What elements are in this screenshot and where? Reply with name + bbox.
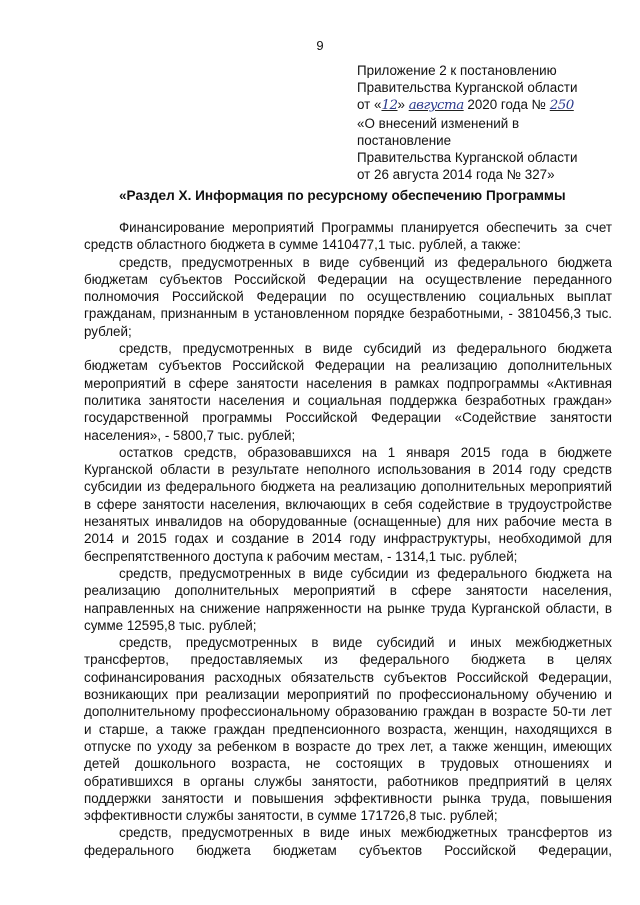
- appendix-block: [357, 62, 627, 183]
- section-heading: «Раздел X. Информация по ресурсному обеспечению Программы: [119, 188, 566, 203]
- paragraph: остатков средств, образовавшихся на 1 января 2015 года в бюджете Курганской области в результате неполного использования в 2014 году средств субсидии из федерального бюджета на реализацию дополнительных мероприятий в сфере занятости населения, включающих в себя содействие в трудоустройстве незанятых инвалидов на оборудованные (оснащенные) для них рабочие места в 2014 и 2015 годах и создание в 2014 году инфраструктуры, необходимой для беспрепятственного доступа к рабочим местам, - 1314,1 тыс. рублей;: [84, 444, 612, 564]
- document-body: [84, 219, 612, 859]
- appendix-date-year: 2020 года №: [463, 97, 550, 113]
- paragraph: Финансирование мероприятий Программы планируется обеспечить за счет средств областного бюджета в сумме 1410477,1 тыс. рублей, а также:: [84, 220, 612, 253]
- appendix-line: Правительства Курганской области: [357, 80, 578, 96]
- paragraph: средств, предусмотренных в виде субсидий из федерального бюджета бюджетам субъектов Российской Федерации на реализацию дополнительных мероприятий в сфере занятости населения в рамках подпрограммы «Активная политика занятости населения и социальная поддержка безработных граждан» государственной программы Российской Федерации «Содействие занятости населения», - 5800,7 тыс. рублей;: [84, 341, 612, 443]
- appendix-line: от 26 августа 2014 года № 327»: [357, 167, 555, 183]
- paragraph: средств, предусмотренных в виде субсидии из федерального бюджета на реализацию дополнительных мероприятий в сфере занятости населения, направленных на снижение напряженности на рынке труда Курганской области, в сумме 12595,8 тыс. рублей;: [84, 565, 612, 633]
- appendix-line: постановление: [357, 132, 452, 148]
- paragraph: средств, предусмотренных в виде субсидий и иных межбюджетных трансфертов, предоставляемых из федерального бюджета в целях софинансирования расходных обязательств субъектов Российской Федерации, возникающих при реализации мероприятий по профессиональному обучению и дополнительному профессиональному образованию граждан в возрасте 50-ти лет и старше, а также граждан предпенсионного возраста, женщин, находящихся в отпуске по уходу за ребенком в возрасте до трех лет, а также женщин, имеющих детей дошкольного возраста, не состоящих в трудовых отношениях и обратившихся в органы службы занятости, работников предприятий в целях поддержки занятости и повышения эффективности рынка труда, повышения эффективности службы занятости, в сумме 171726,8 тыс. рублей;: [84, 635, 612, 824]
- appendix-line: Правительства Курганской области: [357, 150, 578, 166]
- appendix-date-line: [357, 96, 627, 114]
- appendix-date-prefix: от «: [357, 97, 382, 113]
- paragraph: средств, предусмотренных в виде иных межбюджетных трансфертов из федерального бюджета бюджетам субъектов Российской Федерации,: [84, 825, 612, 858]
- appendix-line: «О внесений изменений в: [357, 115, 520, 131]
- appendix-date-mid: »: [397, 97, 409, 113]
- paragraph: средств, предусмотренных в виде субвенций из федерального бюджета бюджетам субъектов Российской Федерации на осуществление переданного полномочия Российской Федерации по осуществлению социальных выплат гражданам, признанным в установленном порядке безработными, - 3810456,3 тыс. рублей;: [84, 254, 612, 339]
- handwritten-month: августа: [408, 98, 464, 114]
- handwritten-day: 12: [381, 98, 398, 114]
- appendix-line: Приложение 2 к постановлению: [357, 63, 557, 78]
- handwritten-number: 250: [549, 98, 574, 114]
- page-number: 9: [316, 38, 324, 53]
